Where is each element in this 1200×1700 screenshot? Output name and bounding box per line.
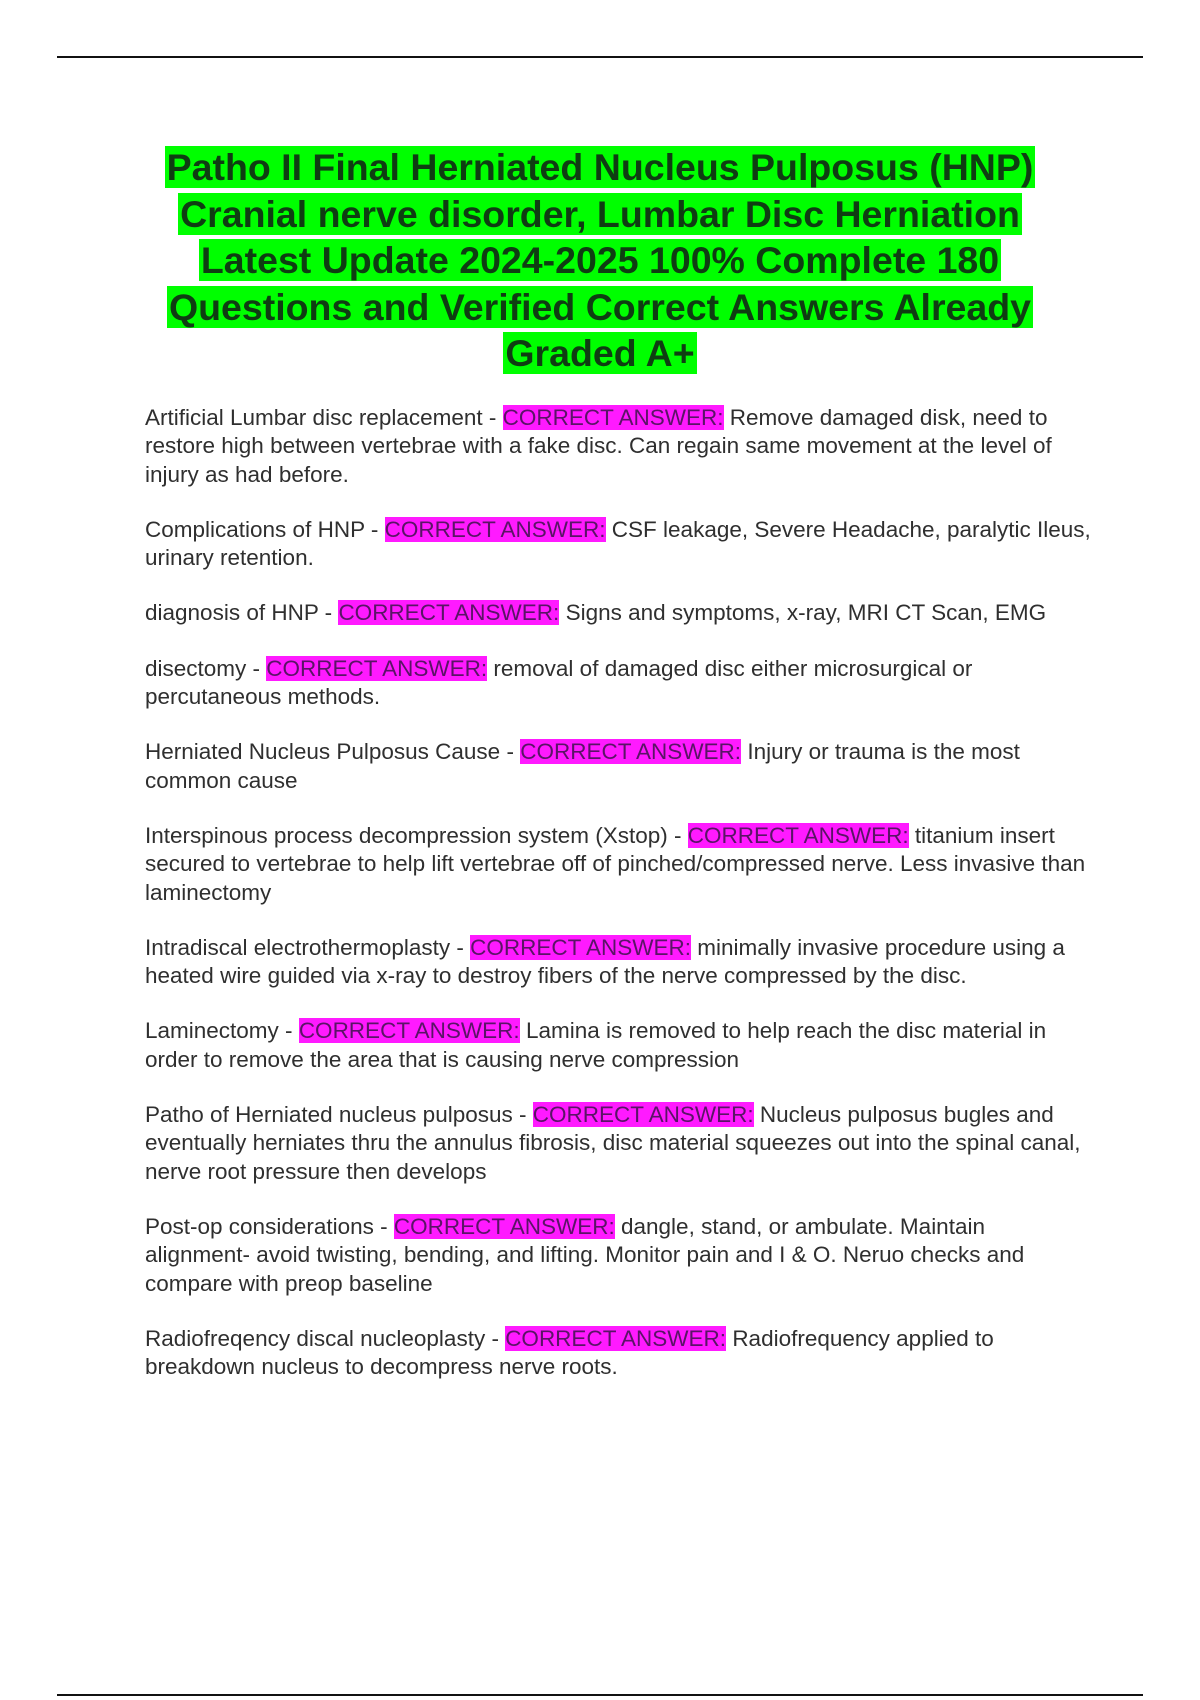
entry-answer: dangle, stand, or ambulate. Maintain alignment- avoid twisting, bending, and lifting. Monitor pain and I & O. Neruo checks and compare with preop baseline [145, 1213, 1025, 1296]
correct-answer-tag: CORRECT ANSWER: [470, 934, 691, 960]
correct-answer-tag: CORRECT ANSWER: [520, 739, 742, 765]
entry-term: Radiofreqency discal nucleoplasty - [145, 1325, 506, 1351]
qa-entry [145, 1325, 1095, 1382]
entry-answer: Lamina is removed to help reach the disc material in order to remove the area that is causing nerve compression [145, 1018, 1047, 1072]
correct-answer-tag: CORRECT ANSWER: [393, 1213, 615, 1239]
document-title [130, 144, 1070, 377]
document-title-text: Patho II Final Herniated Nucleus Pulposus (HNP) Cranial nerve disorder, Lumbar Disc Herniation Latest Update 2024-2025 100% Complete 180 Questions and Verified Correct Answers Already Graded A+ [166, 146, 1034, 374]
entry-term: Herniated Nucleus Pulposus Cause - [145, 739, 521, 765]
entry-term: Artificial Lumbar disc replacement - [145, 405, 503, 430]
qa-entry [145, 822, 1095, 907]
entry-term: Laminectomy - [145, 1018, 299, 1044]
entry-term: Intradiscal electrothermoplasty - [145, 934, 471, 960]
entry-term: Interspinous process decompression system (Xstop) - [145, 822, 688, 848]
entry-term: disectomy - [145, 655, 267, 681]
bottom-rule [57, 1694, 1143, 1696]
entry-answer: Nucleus pulposus bugles and eventually herniates thru the annulus fibrosis, disc material squeezes out into the spinal canal, nerve root pressure then develops [145, 1102, 1081, 1184]
qa-entry [145, 599, 1095, 627]
qa-list [145, 404, 1095, 1408]
correct-answer-tag: CORRECT ANSWER: [298, 1018, 520, 1044]
entry-term: diagnosis of HNP - [145, 600, 339, 626]
correct-answer-tag: CORRECT ANSWER: [338, 600, 560, 626]
entry-answer: Radiofrequency applied to breakdown nucleus to decompress nerve roots. [145, 1325, 994, 1380]
entry-answer: Remove damaged disk, need to restore high between vertebrae with a fake disc. Can regain same movement at the level of injury as had before. [145, 405, 1052, 487]
entry-answer: removal of damaged disc either microsurgical or percutaneous methods. [145, 655, 973, 710]
qa-entry [145, 404, 1095, 489]
qa-entry [145, 1017, 1095, 1074]
entry-answer: minimally invasive procedure using a heated wire guided via x-ray to destroy fibers of the nerve compressed by the disc. [145, 934, 1065, 989]
correct-answer-tag: CORRECT ANSWER: [384, 516, 606, 542]
correct-answer-tag: CORRECT ANSWER: [687, 822, 909, 848]
qa-entry [145, 516, 1095, 573]
entry-answer: CSF leakage, Severe Headache, paralytic Ileus, urinary retention. [145, 516, 1091, 571]
entry-answer: Signs and symptoms, x-ray, MRI CT Scan, EMG [565, 600, 1047, 626]
top-rule [57, 56, 1143, 58]
entry-term: Complications of HNP - [145, 516, 385, 542]
entry-answer: Injury or trauma is the most common cause [145, 739, 1020, 793]
correct-answer-tag: CORRECT ANSWER: [505, 1325, 727, 1351]
entry-term: Patho of Herniated nucleus pulposus - [145, 1102, 533, 1128]
qa-entry [145, 1101, 1095, 1186]
qa-entry [145, 934, 1095, 991]
entry-term: Post-op considerations - [145, 1213, 394, 1239]
correct-answer-tag: CORRECT ANSWER: [532, 1102, 754, 1128]
correct-answer-tag: CORRECT ANSWER: [502, 405, 724, 430]
qa-entry [145, 738, 1095, 795]
qa-entry [145, 655, 1095, 712]
correct-answer-tag: CORRECT ANSWER: [266, 655, 488, 681]
entry-answer: titanium insert secured to vertebrae to help lift vertebrae off of pinched/compressed nerve. Less invasive than laminectomy [145, 822, 1086, 905]
qa-entry [145, 1213, 1095, 1298]
